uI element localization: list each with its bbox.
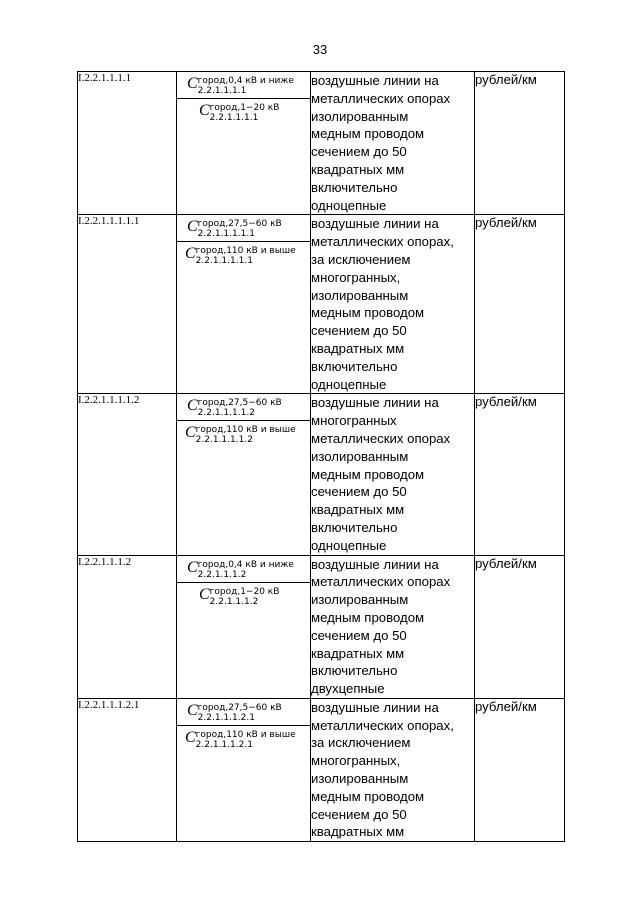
table-row xyxy=(78,72,565,215)
formula-superscript: город,1−20 кВ xyxy=(209,103,280,113)
formula-subscript: 2.2.1.1.1.1.2 xyxy=(195,435,253,446)
formula-superscript: город,27,5−60 кВ xyxy=(197,398,282,409)
cost-formula xyxy=(185,730,296,750)
cost-formula xyxy=(185,425,296,445)
formula-superscript: город,27,5−60 кВ xyxy=(197,702,282,713)
formula-indices xyxy=(198,219,282,239)
description-line: двухцепные xyxy=(311,681,385,697)
unit-of-measure: рублей/км xyxy=(475,555,565,698)
unit-of-measure: рублей/км xyxy=(475,72,565,215)
description-line: медным проводом xyxy=(311,609,425,625)
description-line: медным проводом xyxy=(311,126,425,142)
formula-subscript: 2.2.1.1.1.2 xyxy=(197,569,247,580)
description-line: металлических опорах, xyxy=(311,234,454,250)
formula-subscript: 2.2.1.1.1.2 xyxy=(209,596,259,607)
table-row xyxy=(78,394,565,555)
description-line: изолированным xyxy=(311,448,409,464)
formula-superscript: город,110 кВ и выше xyxy=(195,729,296,740)
description-line: сечением до 50 xyxy=(311,484,407,500)
description-line: квадратных мм xyxy=(311,161,405,177)
description-line: квадратных мм xyxy=(311,645,405,661)
formula-block xyxy=(177,394,310,420)
formula-indices xyxy=(210,587,280,607)
formula-superscript: город,27,5−60 кВ xyxy=(197,219,282,230)
description-line: за исключением xyxy=(311,251,411,267)
tariff-table xyxy=(77,71,565,842)
formula-subscript: 2.2.1.1.1.1.1 xyxy=(197,229,255,240)
description-line: сечением до 50 xyxy=(311,627,407,643)
formula-indices xyxy=(196,730,296,750)
formula-block xyxy=(177,241,310,268)
description-line: металлических опорах xyxy=(311,574,451,590)
formula-indices xyxy=(198,703,282,723)
formula-symbol: C xyxy=(187,558,198,576)
unit-of-measure: рублей/км xyxy=(475,215,565,394)
description-line: включительно xyxy=(311,663,398,679)
description-line: изолированным xyxy=(311,287,409,303)
formula-cell xyxy=(177,72,311,215)
description-line: медным проводом xyxy=(311,788,425,804)
formula-symbol: C xyxy=(187,75,198,92)
formula-block xyxy=(177,556,310,582)
line-description xyxy=(311,698,475,841)
table-row xyxy=(78,698,565,841)
description-line: изолированным xyxy=(311,108,409,124)
formula-block xyxy=(177,420,310,447)
cost-formula xyxy=(199,587,279,607)
formula-symbol: C xyxy=(187,701,198,719)
formula-indices xyxy=(198,398,282,418)
description-line: воздушные линии на xyxy=(311,73,439,88)
cost-formula xyxy=(187,219,282,239)
formula-superscript: город,110 кВ и выше xyxy=(195,425,296,436)
row-code: I.2.2.1.1.1.1.1 xyxy=(78,215,177,394)
formula-subscript: 2.2.1.1.1.2.1 xyxy=(195,739,253,750)
formula-indices xyxy=(198,76,294,96)
formula-block xyxy=(177,215,310,241)
formula-indices xyxy=(196,246,296,266)
formula-block xyxy=(177,582,310,609)
formula-cell xyxy=(177,698,311,841)
description-line: медным проводом xyxy=(311,305,425,321)
formula-indices xyxy=(198,560,294,580)
row-code: I.2.2.1.1.1.1.2 xyxy=(78,394,177,555)
formula-cell xyxy=(177,215,311,394)
row-code: I.2.2.1.1.1.2 xyxy=(78,555,177,698)
formula-symbol: C xyxy=(187,397,198,415)
cost-formula xyxy=(199,103,279,123)
row-code: I.2.2.1.1.1.2.1 xyxy=(78,698,177,841)
cost-formula xyxy=(187,560,294,580)
cost-formula xyxy=(187,398,282,418)
description-line: металлических опорах xyxy=(311,430,451,446)
unit-of-measure: рублей/км xyxy=(475,698,565,841)
line-description xyxy=(311,555,475,698)
formula-superscript: город,0,4 кВ и ниже xyxy=(197,559,294,570)
formula-cell xyxy=(177,394,311,555)
table-row xyxy=(78,215,565,394)
cost-formula xyxy=(187,76,294,96)
formula-block xyxy=(177,72,310,98)
description-line: одноцепные xyxy=(311,537,387,553)
description-line: включительно xyxy=(311,358,398,374)
description-line: включительно xyxy=(311,179,398,195)
formula-block xyxy=(177,98,310,125)
description-line: включительно xyxy=(311,519,398,535)
description-line: сечением до 50 xyxy=(311,144,407,160)
description-line: сечением до 50 xyxy=(311,806,407,822)
description-line: воздушные линии на xyxy=(311,395,439,411)
cost-formula xyxy=(187,703,282,723)
formula-subscript: 2.2.1.1.1.1 xyxy=(197,86,247,96)
description-line: многогранных, xyxy=(311,753,401,769)
description-line: металлических опорах, xyxy=(311,717,454,733)
formula-superscript: город,0,4 кВ и ниже xyxy=(197,76,294,86)
description-line: многогранных, xyxy=(311,269,401,285)
line-description xyxy=(311,72,475,215)
line-description xyxy=(311,394,475,555)
page-number: 33 xyxy=(312,42,328,57)
formula-cell xyxy=(177,555,311,698)
description-line: одноцепные xyxy=(311,197,387,213)
unit-of-measure: рублей/км xyxy=(475,394,565,555)
description-line: квадратных мм xyxy=(311,502,405,518)
formula-symbol: C xyxy=(185,424,196,442)
description-line: квадратных мм xyxy=(311,824,405,840)
formula-symbol: C xyxy=(185,728,196,746)
description-line: многогранных xyxy=(311,413,397,429)
row-code: I.2.2.1.1.1.1 xyxy=(78,72,177,215)
description-line: изолированным xyxy=(311,771,409,787)
formula-symbol: C xyxy=(199,102,210,119)
table-body xyxy=(78,72,565,842)
description-line: за исключением xyxy=(311,735,411,751)
description-line: одноцепные xyxy=(311,376,387,392)
formula-superscript: город,110 кВ и выше xyxy=(195,246,296,257)
formula-subscript: 2.2.1.1.1.1.1 xyxy=(195,256,253,267)
formula-symbol: C xyxy=(187,218,198,236)
formula-indices xyxy=(210,103,280,123)
formula-subscript: 2.2.1.1.1.1 xyxy=(209,113,259,123)
formula-block xyxy=(177,699,310,725)
description-line: воздушные линии на xyxy=(311,556,439,572)
line-description xyxy=(311,215,475,394)
description-line: воздушные линии на xyxy=(311,216,439,232)
formula-symbol: C xyxy=(185,245,196,263)
description-line: воздушные линии на xyxy=(311,699,439,715)
description-line: сечением до 50 xyxy=(311,323,407,339)
formula-superscript: город,1−20 кВ xyxy=(209,586,280,597)
table-row xyxy=(78,555,565,698)
formula-indices xyxy=(196,425,296,445)
formula-symbol: C xyxy=(199,585,210,603)
description-line: квадратных мм xyxy=(311,340,405,356)
formula-subscript: 2.2.1.1.1.2.1 xyxy=(197,712,255,723)
description-line: металлических опорах xyxy=(311,90,451,106)
cost-formula xyxy=(185,246,296,266)
description-line: медным проводом xyxy=(311,466,425,482)
description-line: изолированным xyxy=(311,592,409,608)
formula-block xyxy=(177,725,310,752)
formula-subscript: 2.2.1.1.1.1.2 xyxy=(197,408,255,419)
